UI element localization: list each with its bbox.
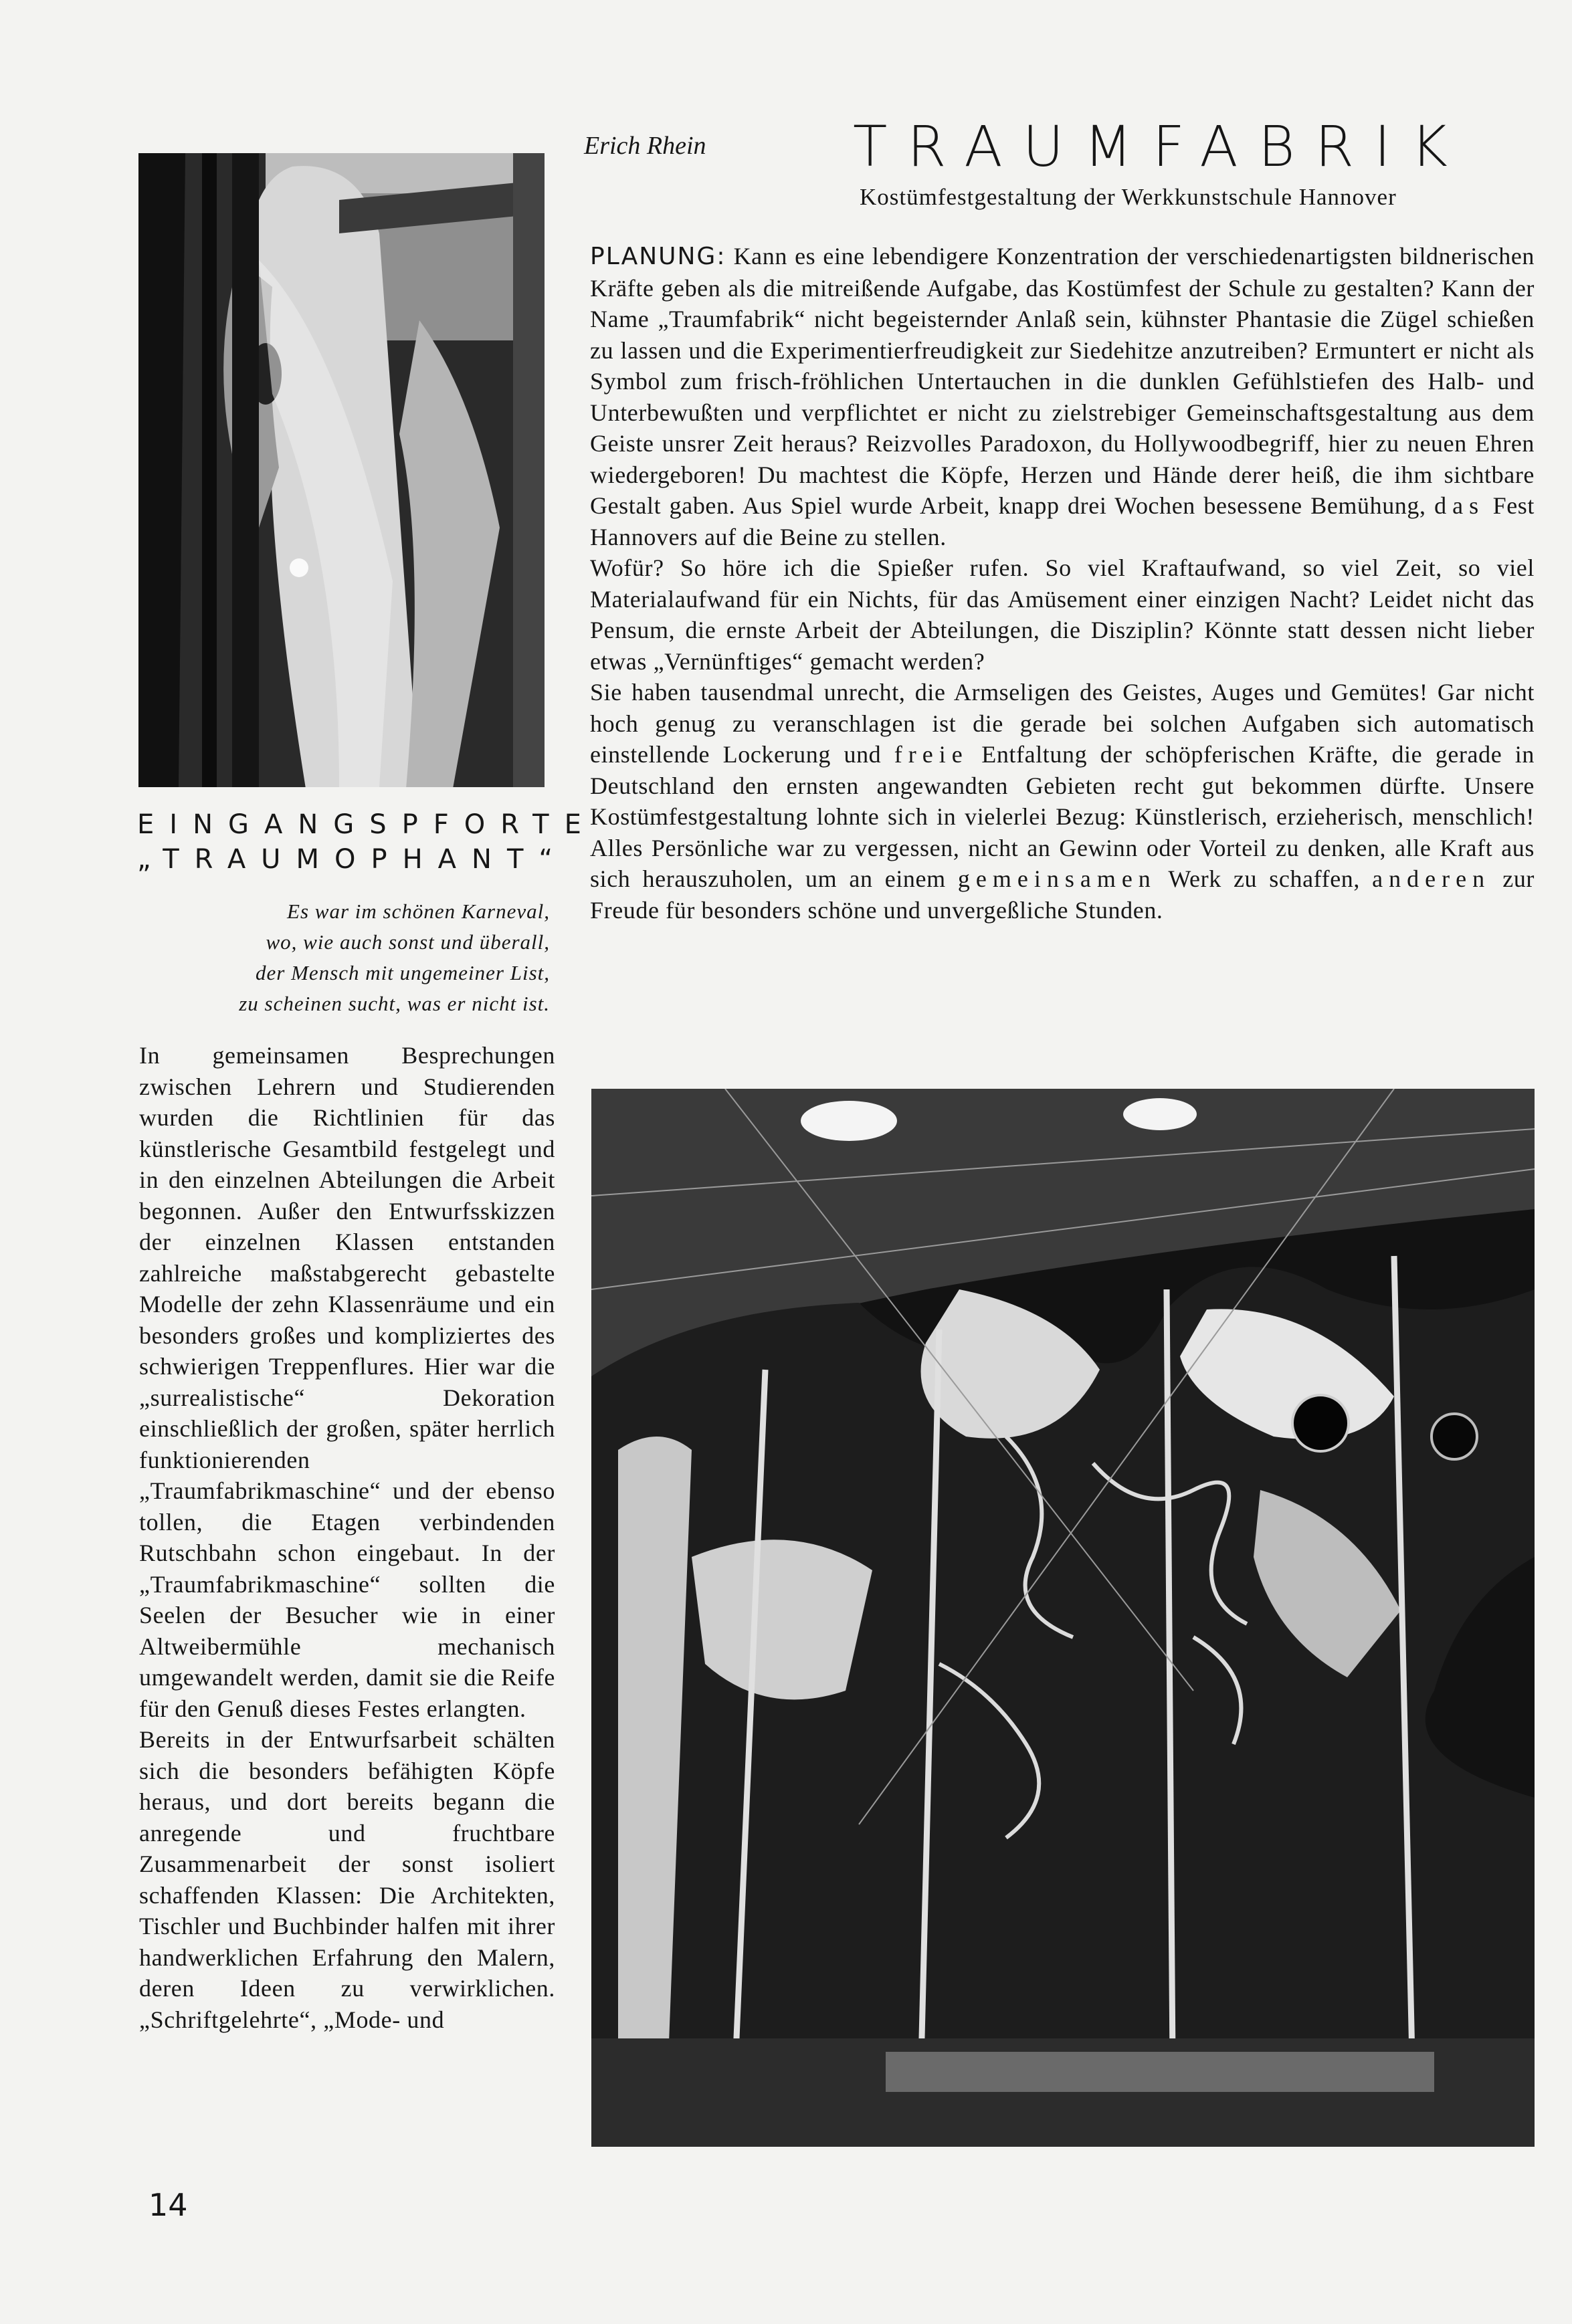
staircase-decoration-photo-graphic bbox=[591, 1089, 1535, 2147]
quote-line: der Mensch mit ungemeiner List, bbox=[256, 961, 550, 984]
paragraph-wofuer: Wofür? So höre ich die Spießer rufen. So viel Kraftaufwand, so viel Zeit, so viel Materialaufwand für ein Nichts, für das Amüsement einer einzigen Nacht? Leidet nicht das Pensum, die ernste Arbeit der Abteilungen, die Disziplin? Könnte statt dessen nicht lieber etwas „Vernünftiges“ gemacht werden? bbox=[590, 554, 1535, 675]
paragraph-planung: PLANUNG: Kann es eine lebendigere Konzentration der verschiedenartigsten bildnerischen Kräfte geben als die mitreißende Aufgabe, das Kostümfest der Schule zu gestalten? Kann der Name „Traumfabrik“ nicht begeisternder Anlaß sein, kühnster Phantasie die Zügel schießen zu lassen und die Experimentierfreudigkeit zur Siedehitze anzutreiben? Ermuntert er nicht als Symbol zum frisch-fröhlichen Untertauchen in die dunklen Gefühlstiefen des Halb- und Unterbewußten und verpflichtet er nicht zu zielstrebiger Gemeinschaftsgestaltung aus dem Geiste unsrer Zeit heraus? Reizvolles Paradoxon, du Hollywoodbegriff, hier zu neuen Ehren wiedergeboren! Du machtest die Köpfe, Herzen und Hände derer heiß, die ihm sichtbare Gestalt gaben. Aus Spiel wurde Arbeit, knapp drei Wochen besessene Bemühung, das Fest Hannovers auf die Beine zu stellen. bbox=[590, 243, 1535, 550]
emphasis-spaced: gemeinsamen bbox=[957, 865, 1157, 892]
quote-line: Es war im schönen Karneval, bbox=[287, 900, 550, 923]
quote-line: zu scheinen sucht, was er nicht ist. bbox=[239, 992, 550, 1015]
main-article-text bbox=[590, 241, 1535, 926]
emphasis-spaced: das bbox=[1434, 492, 1485, 519]
photo-caption-line2: „TRAUMOPHANT“ bbox=[137, 844, 569, 875]
article-subtitle: Kostümfestgestaltung der Werkkunstschule Hannover bbox=[860, 184, 1397, 210]
quote-line: wo, wie auch sonst und überall, bbox=[266, 930, 550, 954]
photo-caption-line1: EINGANGSPFORTE bbox=[137, 809, 597, 840]
paragraph-unrecht: Sie haben tausendmal unrecht, die Armseligen des Geistes, Auges und Gemütes! Gar nicht hoch genug zu veranschlagen ist die gerade bei solchen Aufgaben sich automatisch einstellende Lockerung und freie Entfaltung der schöpferischen Kräfte, die gerade in Deutschland den ernsten angewandten Gebieten recht gut bekommen dürfte. Unsere Kostümfestgestaltung lohnte sich in vielerlei Bezug: Künstlerisch, erzieherisch, menschlich! Alles Persönliche war zu vergessen, nicht an Gewinn oder Vorteil zu denken, alle Kraft aus sich herauszuholen, um an einem gemeinsamen Werk zu schaffen, anderen zur Freude für besonders schöne und unvergeßliche Stunden. bbox=[590, 679, 1535, 924]
left-column-text bbox=[139, 1040, 555, 2035]
author-name: Erich Rhein bbox=[584, 132, 706, 160]
staircase-decoration-photo bbox=[591, 1089, 1535, 2147]
paragraph-entwurfsarbeit: Bereits in der Entwurfsarbeit schälten sich die besonders befähigten Köpfe heraus, und dort bereits begann die anregende und fruchtbare Zusammenarbeit der sonst isoliert schaffenden Klassen: Die Architekten, Tischler und Buchbinder halfen mit ihrer handwerklichen Erfahrung den Malern, deren Ideen zu verwirklichen. „Schriftgelehrte“, „Mode- und bbox=[139, 1726, 555, 2033]
section-lead: PLANUNG: bbox=[590, 243, 726, 270]
emphasis-spaced: anderen bbox=[1372, 865, 1491, 892]
entrance-gate-photo bbox=[138, 153, 545, 787]
emphasis-spaced: freie bbox=[894, 741, 969, 768]
entrance-gate-photo-graphic bbox=[138, 153, 545, 787]
article-title: TRAUMFABRIK bbox=[853, 114, 1468, 179]
epigraph-quote bbox=[161, 896, 550, 1019]
page-number: 14 bbox=[149, 2187, 188, 2223]
paragraph-besprechungen: In gemeinsamen Besprechungen zwischen Lehrern und Studierenden wurden die Richtlinien für das künstlerische Gesamtbild festgelegt und in den einzelnen Abteilungen die Arbeit begonnen. Außer den Entwurfsskizzen der einzelnen Klassen entstanden zahlreiche maßstabgerecht gebastelte Modelle der zehn Klassenräume und ein besonders großes und kompliziertes des schwierigen Treppenflures. Hier war die „surrealistische“ Dekoration einschließlich der großen, später herrlich funktionierenden „Traumfabrikmaschine“ und der ebenso tollen, die Etagen verbindenden Rutschbahn schon eingebaut. In der „Traumfabrikmaschine“ sollten die Seelen der Besucher wie in einer Altweibermühle mechanisch umgewandelt werden, damit sie die Reife für den Genuß dieses Festes erlangten. bbox=[139, 1042, 555, 1722]
